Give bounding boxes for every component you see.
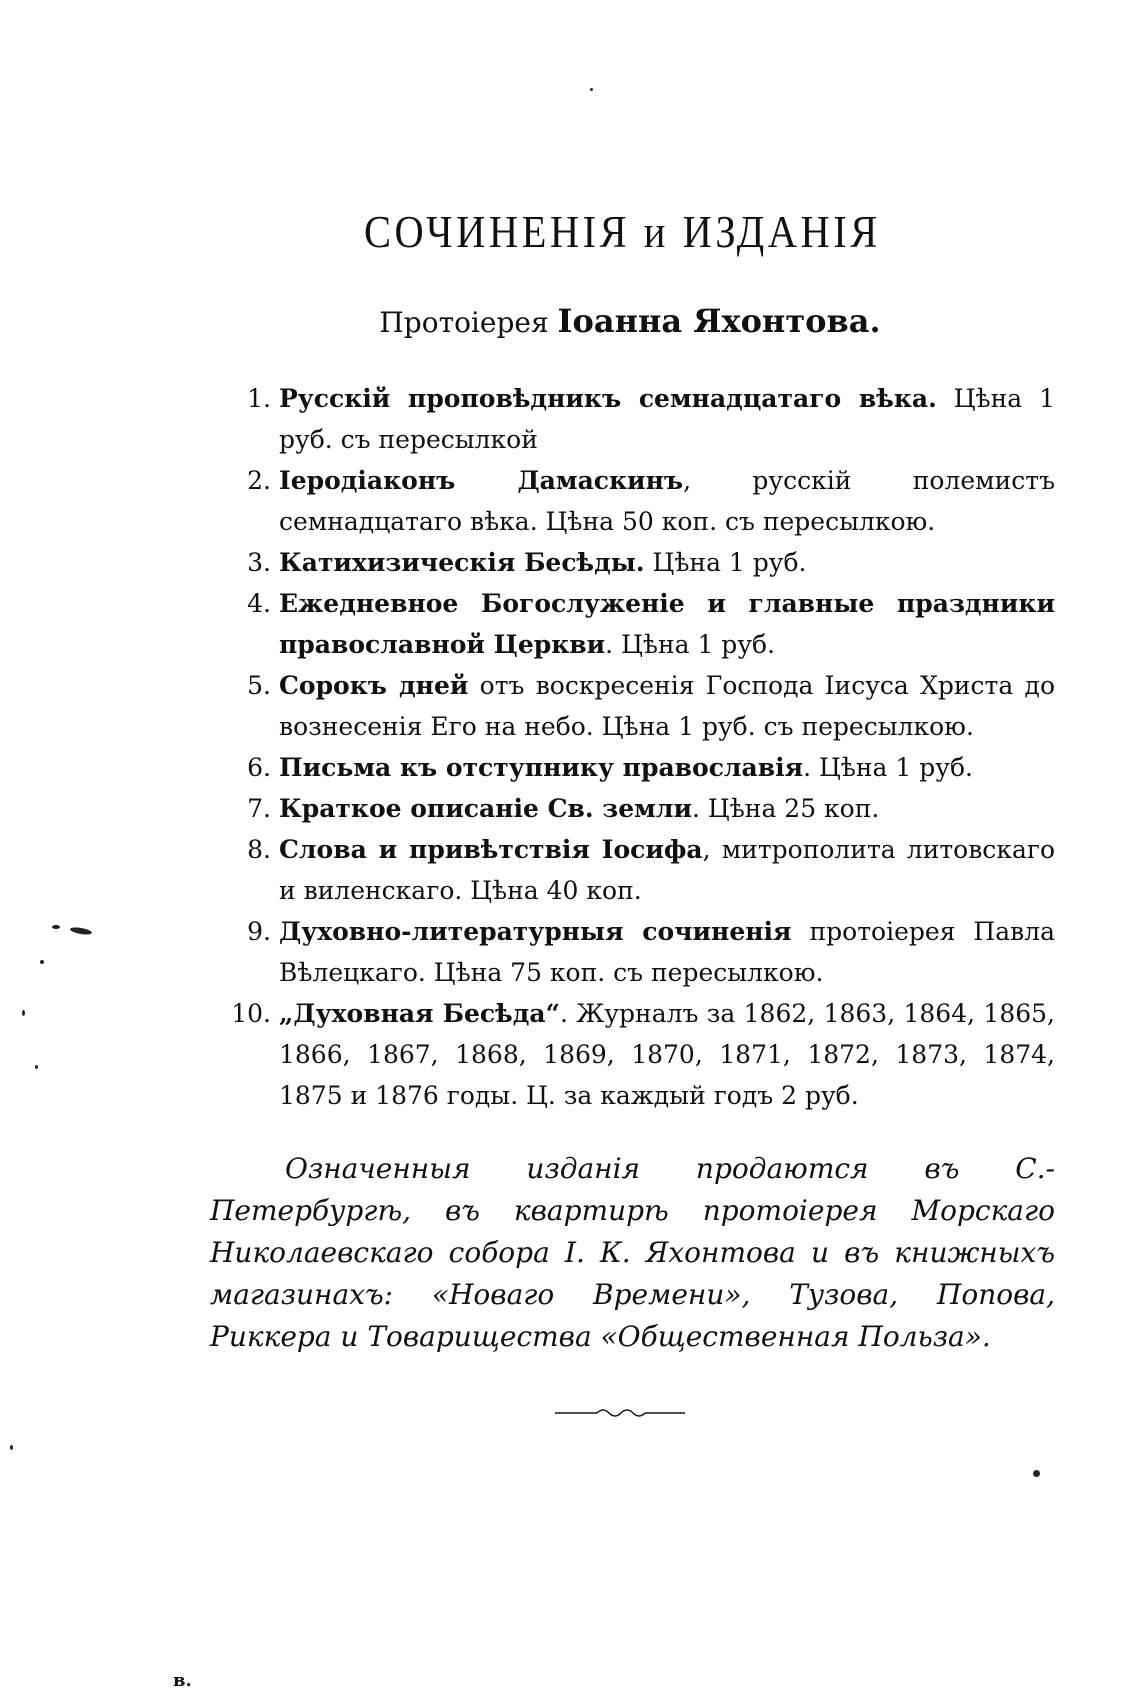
item-text bbox=[279, 993, 1055, 1116]
item-title: Письма къ отступнику православія bbox=[279, 753, 804, 782]
item-number: 4. bbox=[247, 589, 271, 618]
ornament-divider bbox=[555, 1405, 685, 1421]
list-item bbox=[215, 911, 1055, 993]
item-title: Ежедневное Богослуженіе и главные праздники православной Церкви bbox=[279, 589, 1055, 659]
publications-list bbox=[215, 378, 1055, 1116]
item-text bbox=[279, 583, 1055, 665]
item-details: протоіерея Павла Вѣлецкаго. Цѣна 75 коп. съ пересылкою. bbox=[279, 917, 1056, 987]
item-text bbox=[279, 460, 1055, 542]
item-text bbox=[279, 911, 1055, 993]
item-details: . Журналъ за 1862, 1863, 1864, 1865, 1866, 1867, 1868, 1869, 1870, 1871, 1872, 1873, 1874, 1875 и 1876 годы. Ц. за каждый годъ 2 руб. bbox=[279, 999, 1055, 1110]
item-number: 2. bbox=[247, 466, 271, 495]
item-number: 8. bbox=[247, 835, 271, 864]
item-title: „Духовная Бесѣда“ bbox=[279, 999, 560, 1028]
item-details: . Цѣна 1 руб. bbox=[803, 753, 973, 782]
item-title: Слова и привѣтствія Іосифа bbox=[279, 835, 703, 864]
author-prefix: Протоіерея bbox=[379, 306, 549, 339]
item-details: . Цѣна 1 руб. bbox=[605, 630, 776, 659]
ink-speck bbox=[590, 88, 593, 91]
list-item bbox=[215, 460, 1055, 542]
item-text bbox=[279, 747, 1055, 788]
ink-speck bbox=[52, 925, 60, 929]
sales-note: Означенныя изданія продаются въ С.-Петербургѣ, въ квартирѣ протоіерея Морскаго Николаевскаго собора І. К. Яхонтова и въ книжныхъ магазинахъ: «Новаго Времени», Тузова, Попова, Риккера и Товарищества «Общественная Польза». bbox=[210, 1152, 1055, 1353]
list-item bbox=[215, 788, 1055, 829]
item-number: 1. bbox=[247, 384, 271, 413]
list-item bbox=[215, 378, 1055, 460]
list-item bbox=[215, 542, 1055, 583]
item-number: 6. bbox=[247, 753, 271, 782]
item-details: Цѣна 1 руб. съ пересылкой bbox=[279, 384, 1055, 454]
ink-speck bbox=[1033, 1470, 1040, 1477]
item-title: Русскій проповѣдникъ семнадцатаго вѣка. bbox=[279, 384, 937, 413]
item-text bbox=[279, 829, 1055, 911]
ink-speck bbox=[70, 926, 93, 936]
item-number: 10. bbox=[231, 999, 271, 1028]
item-details: . Цѣна 25 коп. bbox=[692, 794, 880, 823]
item-title: Духовно-литературныя сочиненія bbox=[279, 917, 792, 946]
item-details: отъ воскресенія Господа Іисуса Христа до вознесенія Его на небо. Цѣна 1 руб. съ пересылкою. bbox=[279, 671, 1055, 741]
item-title: Краткое описаніе Св. земли bbox=[279, 794, 693, 823]
page-title: СОЧИНЕНІЯ и ИЗДАНІЯ bbox=[363, 206, 881, 257]
author-line bbox=[60, 302, 1140, 340]
ink-speck bbox=[40, 960, 44, 964]
item-details: , митрополита литовскаго и виленскаго. Цѣна 40 коп. bbox=[279, 835, 1055, 905]
author-name: Іоанна Яхонтова. bbox=[557, 302, 881, 340]
item-title: Іеродіаконъ Дамаскинъ bbox=[279, 466, 684, 495]
item-number: 7. bbox=[247, 794, 271, 823]
item-title: Катихизическія Бесѣды. bbox=[279, 548, 645, 577]
item-text bbox=[279, 378, 1055, 460]
list-item bbox=[215, 583, 1055, 665]
item-number: 9. bbox=[247, 917, 271, 946]
list-item bbox=[215, 665, 1055, 747]
ink-speck bbox=[10, 1445, 13, 1450]
list-item bbox=[215, 747, 1055, 788]
item-details: Цѣна 1 руб. bbox=[644, 548, 807, 577]
item-number: 5. bbox=[247, 671, 271, 700]
ink-speck bbox=[22, 1010, 25, 1016]
item-text bbox=[279, 542, 1055, 583]
item-text bbox=[279, 665, 1055, 747]
list-item bbox=[215, 993, 1055, 1116]
item-title: Сорокъ дней bbox=[279, 671, 469, 700]
item-details: , русскій полемистъ семнадцатаго вѣка. Цѣна 50 коп. съ пересылкою. bbox=[279, 466, 1055, 536]
page-mark: в. bbox=[173, 1670, 192, 1691]
item-number: 3. bbox=[247, 548, 271, 577]
item-text bbox=[279, 788, 1055, 829]
ink-speck bbox=[35, 1065, 38, 1069]
list-item bbox=[215, 829, 1055, 911]
